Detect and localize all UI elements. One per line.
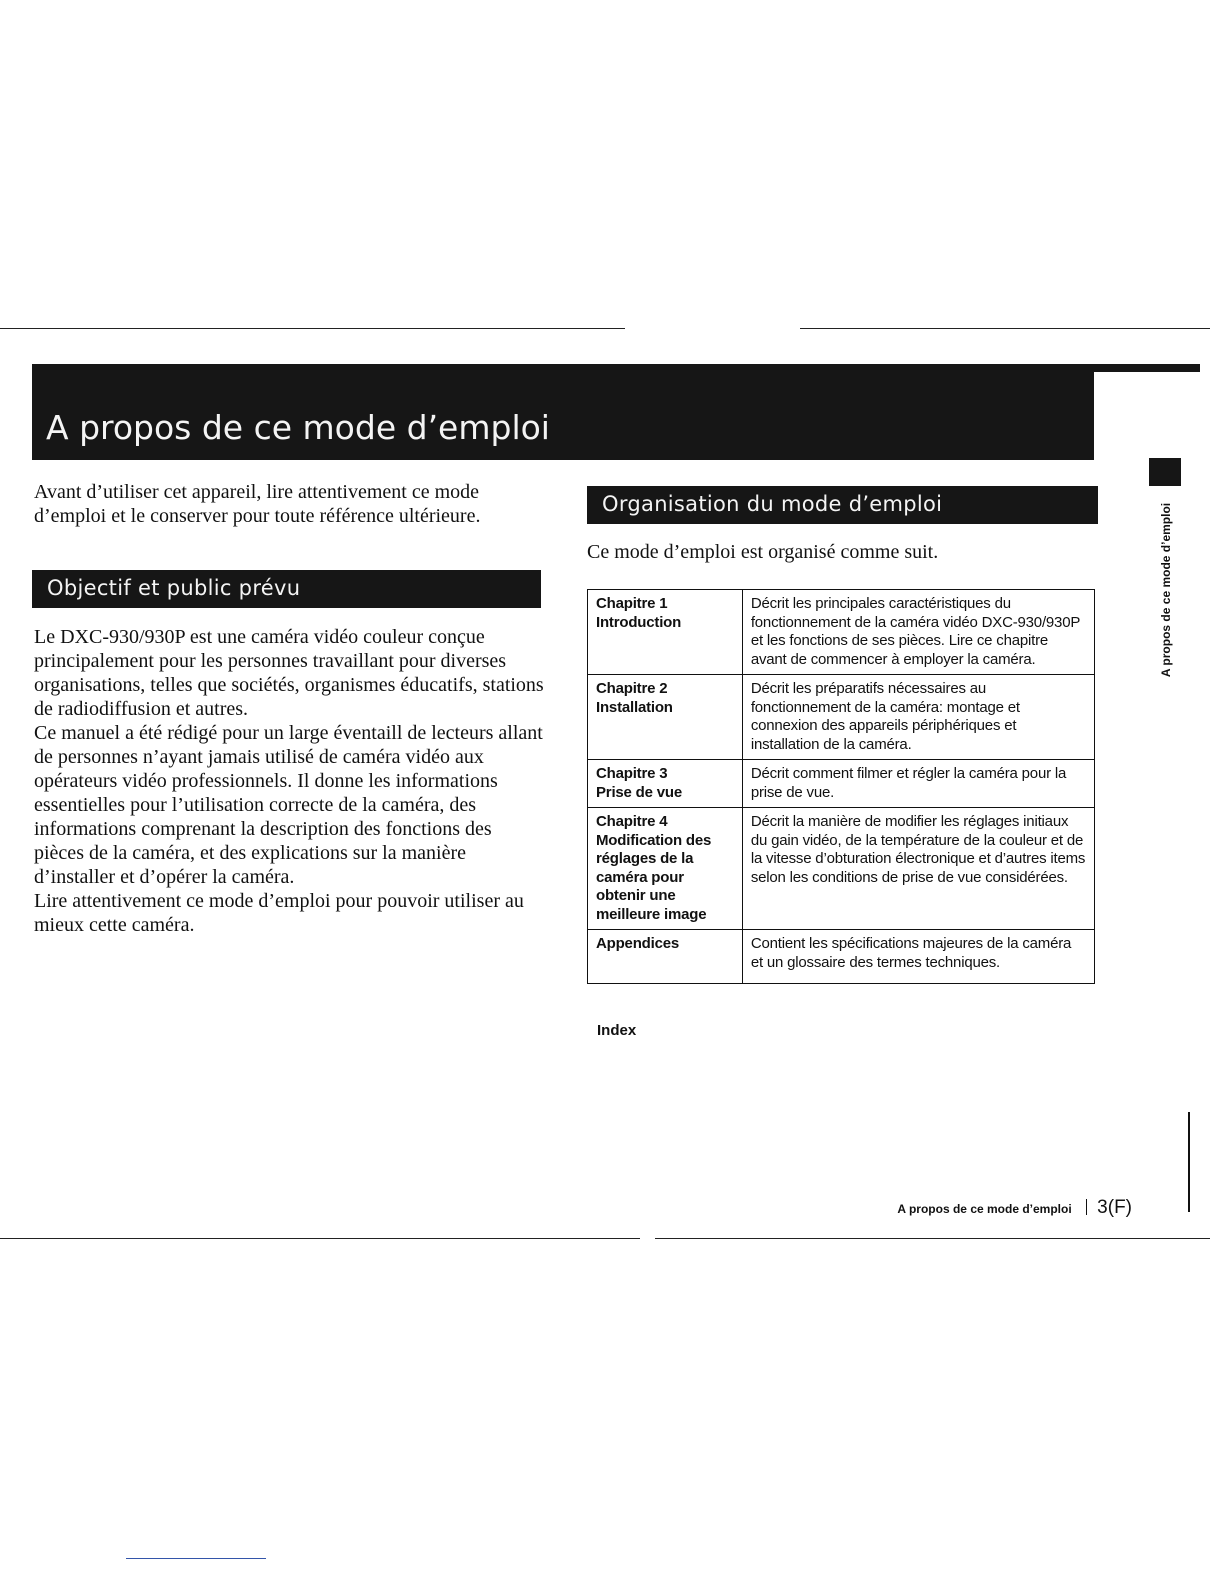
chapter-title: Installation (596, 698, 673, 716)
table-row (588, 808, 1095, 930)
section-tab-marker (1149, 458, 1181, 486)
right-margin-line (1188, 1112, 1190, 1212)
chapter-cell (588, 675, 743, 760)
bottom-edge-rule (126, 1558, 266, 1559)
section-heading-objectif-text: Objectif et public prévu (47, 576, 301, 600)
index-label: Index (597, 1022, 637, 1039)
chapter-cell (588, 930, 743, 984)
page-number: 3(F) (1097, 1197, 1132, 1218)
intro-paragraph: Avant d’utiliser cet appareil, lire attentivement ce mode d’emploi et le conserver pour toute référence ultérieure. (34, 481, 481, 527)
chapter-description: Décrit comment filmer et régler la caméra pour la prise de vue. (742, 760, 1094, 808)
chapter-cell (588, 760, 743, 808)
table-row (588, 760, 1095, 808)
chapter-description: Contient les spécifications majeures de la caméra et un glossaire des termes techniques. (742, 930, 1094, 984)
top-rule-right (800, 328, 1210, 329)
chapter-label: Chapitre 2 (596, 680, 668, 697)
chapter-cell (588, 808, 743, 930)
chapter-label: Appendices (596, 935, 680, 952)
bottom-rule-left (0, 1238, 640, 1239)
chapter-cell (588, 590, 743, 675)
page-footer (897, 1197, 1132, 1219)
chapter-label: Chapitre 1 (596, 595, 668, 612)
organisation-intro: Ce mode d’emploi est organisé comme suit. (587, 541, 939, 563)
page-title-banner (32, 364, 1094, 460)
chapter-title: Prise de vue (596, 783, 682, 801)
footer-separator (1086, 1199, 1088, 1215)
table-row (588, 930, 1095, 984)
bottom-rule-right (655, 1238, 1210, 1239)
chapter-title: Introduction (596, 613, 682, 631)
banner-extension (1094, 364, 1200, 372)
footer-title: A propos de ce mode d’emploi (897, 1202, 1072, 1216)
objectif-paragraph-1: Le DXC-930/930P est une caméra vidéo couleur conçue principalement pour les personnes travaillant pour diverses organisations, telles que sociétés, organismes éducatifs, stations de radiodiffusion et autres. (34, 626, 544, 720)
chapters-table (587, 589, 1095, 984)
side-tab-label: A propos de ce mode d’emploi (1159, 502, 1173, 678)
objectif-body (34, 625, 544, 937)
objectif-paragraph-2: Ce manuel a été rédigé pour un large éventaill de lecteurs allant de personnes n’ayant jamais utilisé de caméra vidéo aux opérateurs vidéo professionnels. Il donne les informations essentielles pour l’utilisation correcte de la caméra, des informations comprenant la description des fonctions des pièces de la caméra, et des explications sur la manière d’installer et d’opérer la caméra. (34, 722, 543, 888)
section-heading-objectif (32, 570, 541, 608)
section-heading-organisation (587, 486, 1098, 524)
chapter-description: Décrit les préparatifs nécessaires au fonctionnement de la caméra: montage et connexion des appareils périphériques et installation de la caméra. (742, 675, 1094, 760)
objectif-paragraph-3: Lire attentivement ce mode d’emploi pour pouvoir utiliser au mieux cette caméra. (34, 890, 524, 936)
chapter-description: Décrit la manière de modifier les réglages initiaux du gain vidéo, de la température de la couleur et de la vitesse d’obturation électronique et d’autres items selon les conditions de prise de vue considérées. (742, 808, 1094, 930)
table-row (588, 590, 1095, 675)
chapter-label: Chapitre 3 (596, 765, 668, 782)
section-heading-organisation-text: Organisation du mode d’emploi (602, 492, 943, 516)
chapter-title: Modification des réglages de la caméra pour obtenir une meilleure image (596, 831, 712, 923)
page-title: A propos de ce mode d’emploi (46, 408, 550, 447)
chapter-label: Chapitre 4 (596, 813, 668, 830)
top-rule-left (0, 328, 625, 329)
table-row (588, 675, 1095, 760)
chapter-description: Décrit les principales caractéristiques du fonctionnement de la caméra vidéo DXC-930/930P et les fonctions de ses pièces. Lire ce chapitre avant de commencer à employer la caméra. (742, 590, 1094, 675)
